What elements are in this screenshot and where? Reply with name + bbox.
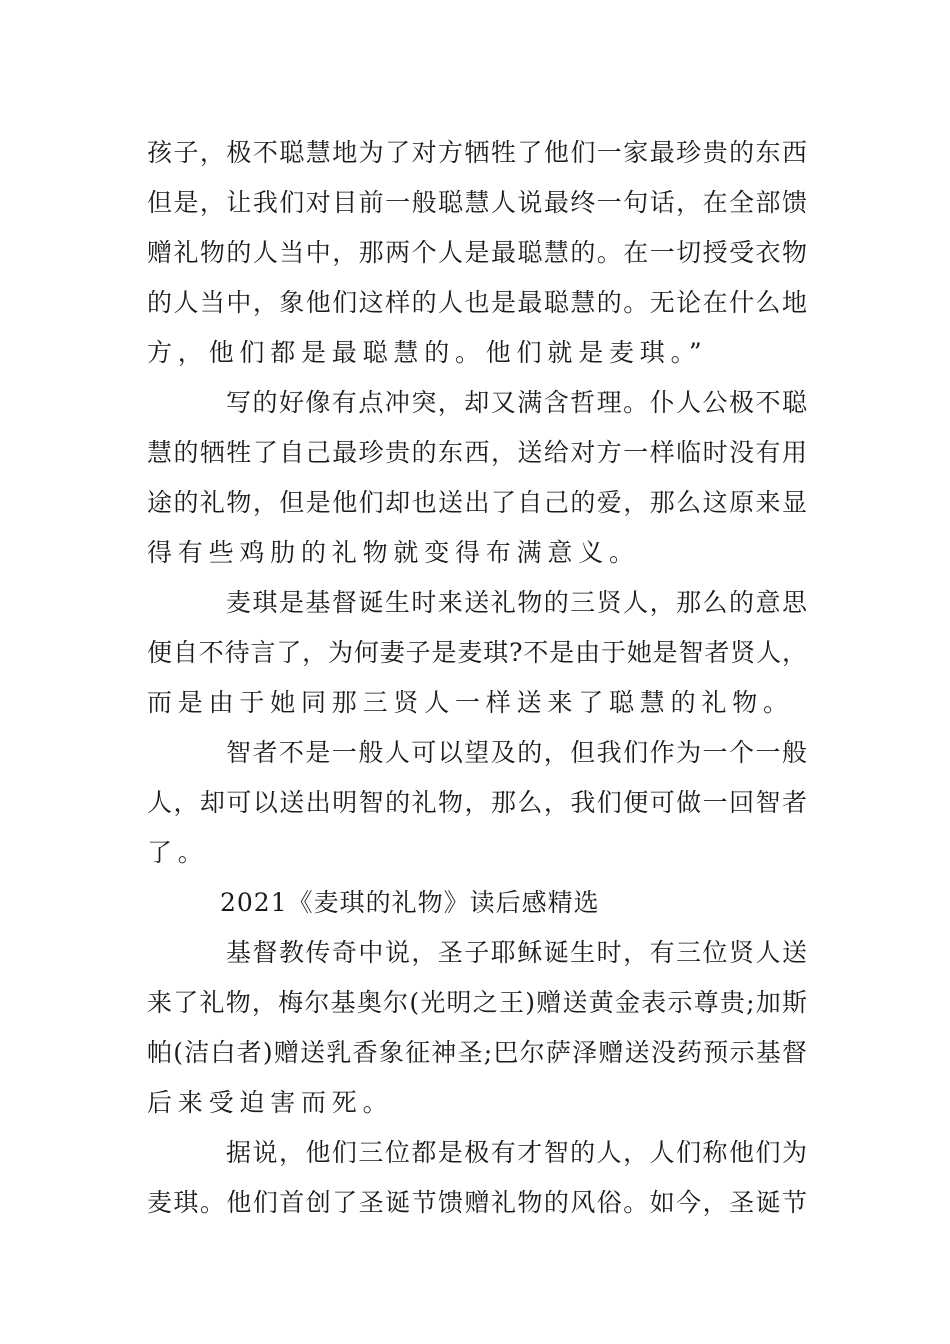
paragraph-start-line: 写的好像有点冲突，却又满含哲理。仆人公极不聪 — [226, 388, 807, 417]
text-line: 来了礼物，梅尔基奥尔(光明之王)赠送黄金表示尊贵;加斯 — [147, 988, 807, 1017]
text-line: 赠礼物的人当中，那两个人是最聪慧的。在一切授受衣物 — [147, 238, 807, 267]
text-line: 便自不待言了，为何妻子是麦琪?不是由于她是智者贤人， — [147, 638, 807, 667]
document-body — [147, 128, 807, 1228]
section-heading: 2021《麦琪的礼物》读后感精选 — [220, 888, 600, 917]
text-line: 方，他们都是最聪慧的。他们就是麦琪。” — [147, 338, 708, 367]
paragraph-start-line: 智者不是一般人可以望及的，但我们作为一个一般 — [226, 738, 807, 767]
text-line: 麦琪。他们首创了圣诞节馈赠礼物的风俗。如今，圣诞节 — [147, 1188, 807, 1217]
text-line: 的人当中，象他们这样的人也是最聪慧的。无论在什么地 — [147, 288, 807, 317]
text-line: 而是由于她同那三贤人一样送来了聪慧的礼物。 — [147, 688, 794, 717]
paragraph-start-line: 麦琪是基督诞生时来送礼物的三贤人，那么的意思 — [226, 588, 807, 617]
text-line: 但是，让我们对目前一般聪慧人说最终一句话，在全部馈 — [147, 188, 807, 217]
paragraph-start-line: 基督教传奇中说，圣子耶稣诞生时，有三位贤人送 — [226, 938, 807, 967]
text-line: 帕(洁白者)赠送乳香象征神圣;巴尔萨泽赠送没药预示基督 — [147, 1038, 807, 1067]
text-line: 孩子，极不聪慧地为了对方牺牲了他们一家最珍贵的东西 — [147, 138, 807, 167]
text-line: 人，却可以送出明智的礼物，那么，我们便可做一回智者 — [147, 788, 807, 817]
text-line: 得有些鸡肋的礼物就变得布满意义。 — [147, 538, 640, 567]
paragraph-start-line: 据说，他们三位都是极有才智的人，人们称他们为 — [226, 1138, 807, 1167]
text-line: 后来受迫害而死。 — [147, 1088, 394, 1117]
text-line: 途的礼物，但是他们却也送出了自己的爱，那么这原来显 — [147, 488, 807, 517]
text-line: 了。 — [147, 838, 209, 867]
text-line: 慧的牺牲了自己最珍贵的东西，送给对方一样临时没有用 — [147, 438, 807, 467]
